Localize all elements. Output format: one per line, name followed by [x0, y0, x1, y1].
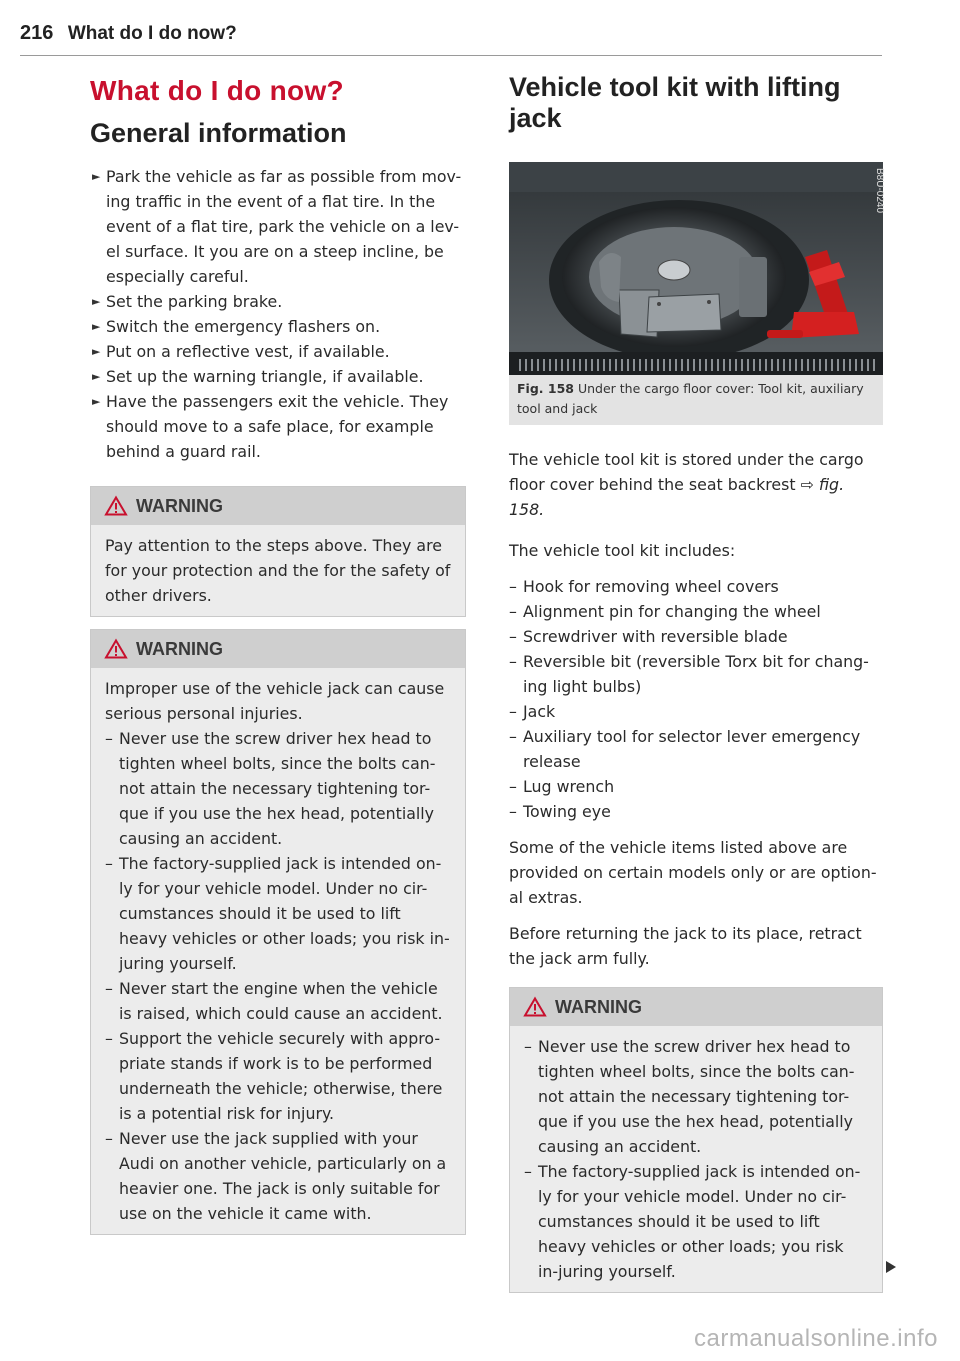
warning-list [105, 726, 451, 1226]
figure-reference-link[interactable]: ⇨ fig. 158. [509, 475, 845, 519]
section-title-general-information: General information [90, 118, 347, 148]
bullet-arrow-icon: ► [92, 170, 101, 183]
kit-item: – Screwdriver with reversible blade [509, 627, 788, 646]
continue-arrow-icon [886, 1261, 896, 1273]
warning-triangle-icon [524, 997, 546, 1017]
kit-item: – Alignment pin for changing the wheel [509, 602, 821, 621]
tool-kit-photo [509, 162, 883, 375]
warning-intro: Improper use of the vehicle jack can cause serious personal injuries. [105, 679, 445, 723]
page-header [20, 22, 882, 56]
warning-text: Pay attention to the steps above. They are for your protection and the for the safety of other drivers. [105, 536, 451, 605]
intro-paragraph: The vehicle tool kit is stored under the cargo floor cover behind the seat backrest ⇨ fig. 158. [509, 450, 864, 519]
bullet-arrow-icon: ► [92, 345, 101, 358]
section-title-tool-kit: Vehicle tool kit with lifting jack [509, 72, 841, 133]
watermark: carmanualsonline.info [694, 1325, 938, 1352]
left-column [90, 72, 466, 1235]
bullet-arrow-icon: ► [92, 295, 101, 308]
figure-caption [509, 375, 883, 425]
figure-158 [509, 162, 883, 425]
kit-item: – Lug wrench [509, 777, 615, 796]
warning-item: – Never use the screw driver hex head to tighten wheel bolts, since the bolts can-not attain the necessary tightening tor-que if you use the hex head, potentially causing an accident. [105, 729, 436, 848]
warning-item: – The factory-supplied jack is intended on-ly for your vehicle model. Under no cir-cumstances should it be used to lift heavy vehicles or other loads; you risk in-juring yourself. [524, 1162, 861, 1281]
warning-box-screwdriver [509, 987, 883, 1293]
figure-caption-text: Under the cargo floor cover: Tool kit, auxiliary tool and jack [517, 381, 864, 416]
steps-list [90, 164, 466, 464]
kit-item: – Auxiliary tool for selector lever emergency release [509, 727, 861, 771]
warning-item: – Never start the engine when the vehicle is raised, which could cause an accident. [105, 979, 443, 1023]
kit-item: – Hook for removing wheel covers [509, 577, 779, 596]
kit-item: – Jack [509, 702, 556, 721]
bullet-arrow-icon: ► [92, 320, 101, 333]
kit-heading: The vehicle tool kit includes: [509, 541, 736, 560]
warning-item: – Never use the screw driver hex head to tighten wheel bolts, since the bolts can-not attain the necessary tightening tor-que if you use the hex head, potentially causing an accident. [524, 1037, 855, 1156]
warning-label: WARNING [136, 495, 223, 516]
step-item: ► Park the vehicle as far as possible from mov-ing traffic in the event of a flat tire. In the event of a flat tire, park the vehicle on a lev-el surface. It you are on a steep incline, be especially careful. [90, 164, 466, 289]
warning-label: WARNING [555, 996, 642, 1017]
warning-header [510, 988, 882, 1026]
chapter-title: What do I do now? [90, 75, 344, 106]
bullet-arrow-icon: ► [92, 370, 101, 383]
warning-body [91, 668, 465, 1234]
optional-extras-paragraph: Some of the vehicle items listed above are provided on certain models only or are option-al extras. [509, 838, 877, 907]
figure-code: B8U-0240 [874, 168, 885, 214]
figure-label: Fig. 158 [517, 381, 574, 396]
warning-header [91, 487, 465, 525]
right-column [509, 72, 883, 1293]
step-item: ► Set up the warning triangle, if available. [90, 364, 466, 389]
step-item: ► Switch the emergency flashers on. [90, 314, 466, 339]
warning-triangle-icon [105, 639, 127, 659]
warning-body [91, 525, 465, 616]
step-item: ► Have the passengers exit the vehicle. They should move to a safe place, for example behind a guard rail. [90, 389, 466, 464]
warning-label: WARNING [136, 638, 223, 659]
warning-body [510, 1026, 882, 1292]
warning-item: – The factory-supplied jack is intended on-ly for your vehicle model. Under no cir-cumstances should it be used to lift heavy vehicles or other loads; you risk in-juring yourself. [105, 854, 450, 973]
running-title: What do I do now? [67, 23, 237, 44]
step-item: ► Set the parking brake. [90, 289, 466, 314]
kit-list [509, 574, 883, 824]
warning-item: – Never use the jack supplied with your Audi on another vehicle, particularly on a heavier one. The jack is only suitable for use on the vehicle it came with. [105, 1129, 447, 1223]
warning-header [91, 630, 465, 668]
bullet-arrow-icon: ► [92, 395, 101, 408]
retract-jack-paragraph: Before returning the jack to its place, retract the jack arm fully. [509, 924, 862, 968]
page-number: 216 [20, 22, 54, 44]
warning-item: – Support the vehicle securely with appro-priate stands if work is to be performed underneath the vehicle; otherwise, there is a potential risk for injury. [105, 1029, 443, 1123]
kit-item: – Towing eye [509, 802, 611, 821]
kit-item: – Reversible bit (reversible Torx bit for chang-ing light bulbs) [509, 652, 869, 696]
warning-box-jack [90, 629, 466, 1235]
warning-box-steps [90, 486, 466, 617]
warning-list [524, 1034, 868, 1284]
warning-triangle-icon [105, 496, 127, 516]
step-item: ► Put on a reflective vest, if available. [90, 339, 466, 364]
